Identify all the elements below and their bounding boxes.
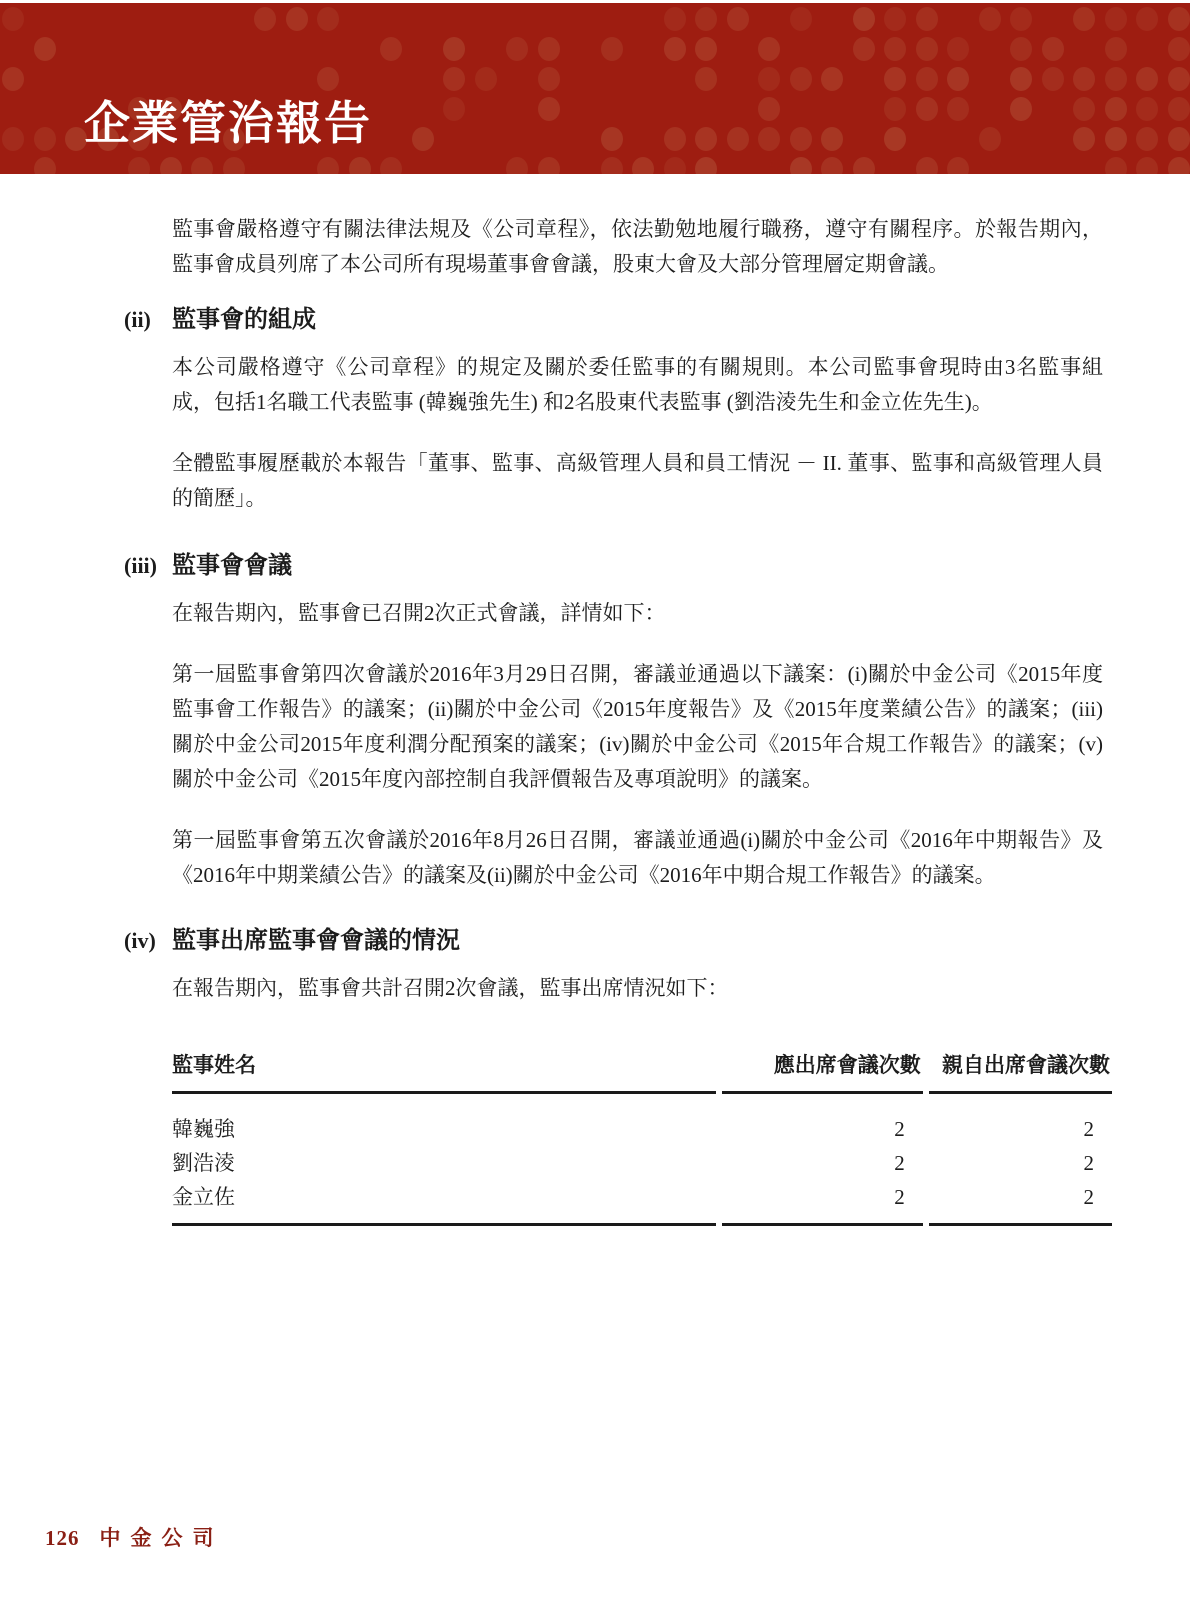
attendance-table-container	[172, 1048, 1110, 1226]
banner-dot	[286, 7, 308, 31]
banner-dot	[790, 157, 812, 174]
section-heading	[124, 304, 1103, 336]
banner-dot	[947, 37, 969, 61]
banner-dot	[380, 157, 402, 174]
banner-dot	[916, 7, 938, 31]
intro-paragraph: 監事會嚴格遵守有關法律法規及《公司章程》，依法勤勉地履行職務，遵守有關程序。於報告期內，監事會成員列席了本公司所有現場董事會會議，股東大會及大部分管理層定期會議。	[172, 217, 1103, 276]
banner-dot	[317, 67, 339, 91]
banner-dot	[1042, 37, 1064, 61]
banner-dot	[758, 97, 780, 121]
banner-dot	[412, 127, 434, 151]
section-title-text: 監事出席監事會會議的情況	[172, 928, 460, 954]
banner-dot	[475, 67, 497, 91]
banner-dot	[1136, 127, 1158, 151]
banner-dot	[2, 7, 24, 31]
paragraph: 在報告期內，監事會共計召開2次會議，監事出席情況如下：	[172, 976, 729, 1000]
banner-dot	[1073, 7, 1095, 31]
banner-dot	[1010, 67, 1032, 91]
table-header-row	[172, 1048, 1112, 1094]
banner-dot	[601, 157, 623, 174]
banner-dot	[538, 157, 560, 174]
meetings-required: 2	[894, 1151, 905, 1175]
banner-dot	[821, 157, 843, 174]
section-supervisory-composition	[124, 304, 1103, 516]
banner-dot	[1073, 127, 1095, 151]
banner-dot	[1168, 157, 1190, 174]
banner-dot	[664, 157, 686, 174]
banner-dot	[2, 127, 24, 151]
section-meeting-attendance	[124, 925, 1103, 1006]
meetings-attended: 2	[929, 1180, 1112, 1226]
banner-dot	[1105, 67, 1127, 91]
banner-dot	[317, 157, 339, 174]
paragraph: 全體監事履歷載於本報告「董事、監事、高級管理人員和員工情況 － II. 董事、監事和高級管理人員的簡歷」。	[172, 451, 1103, 510]
banner-dot	[2, 67, 24, 91]
document-body	[124, 212, 1110, 1226]
banner-dot	[34, 37, 56, 61]
banner-dot	[1168, 67, 1190, 91]
banner-dot	[853, 7, 875, 31]
paragraph: 第一屆監事會第五次會議於2016年8月26日召開，審議並通過(i)關於中金公司《2016年中期報告》及《2016年中期業績公告》的議案及(ii)關於中金公司《2016年中期合規工作報告》的議案。	[172, 828, 1103, 887]
banner-dot	[1136, 67, 1158, 91]
banner-dot	[506, 157, 528, 174]
banner-dot	[443, 67, 465, 91]
banner-dot	[160, 157, 182, 174]
table-row	[172, 1146, 1112, 1180]
banner-dot	[916, 97, 938, 121]
banner-dot	[34, 157, 56, 174]
banner-dot	[1010, 97, 1032, 121]
banner-dot	[884, 127, 906, 151]
banner-dot	[979, 7, 1001, 31]
banner-dot	[979, 127, 1001, 151]
banner-dot	[1136, 7, 1158, 31]
banner-dot	[254, 7, 276, 31]
banner-dot	[695, 7, 717, 31]
meetings-required: 2	[894, 1117, 905, 1141]
banner-dot	[223, 157, 245, 174]
section-title-text: 監事會會議	[172, 553, 292, 579]
banner-dot	[34, 127, 56, 151]
supervisor-name: 韓巍強	[172, 1117, 235, 1141]
banner-dot	[727, 7, 749, 31]
supervisor-name: 金立佐	[172, 1180, 716, 1226]
table-row	[172, 1094, 1112, 1146]
section-heading	[124, 925, 1103, 957]
banner-dot	[538, 67, 560, 91]
banner-dot	[1042, 67, 1064, 91]
banner-dot	[443, 97, 465, 121]
banner-dot	[664, 7, 686, 31]
banner-dot	[1105, 7, 1127, 31]
table-row	[172, 1180, 1112, 1226]
banner-dot	[916, 37, 938, 61]
banner-dot	[695, 127, 717, 151]
banner-dot	[947, 97, 969, 121]
section-marker: (iii)	[124, 553, 157, 578]
banner-dot	[1168, 37, 1190, 61]
banner-dot	[1136, 157, 1158, 174]
banner-dot	[349, 157, 371, 174]
banner-dot	[506, 37, 528, 61]
banner-dot	[380, 37, 402, 61]
banner-dot	[853, 157, 875, 174]
header-banner	[0, 3, 1190, 174]
banner-dot	[1010, 37, 1032, 61]
banner-dot	[664, 37, 686, 61]
banner-dot	[695, 157, 717, 174]
banner-dot	[538, 97, 560, 121]
page-title: 企業管治報告	[84, 98, 372, 149]
banner-dot	[853, 37, 875, 61]
banner-dot	[916, 157, 938, 174]
banner-dot	[538, 37, 560, 61]
banner-dot	[916, 67, 938, 91]
banner-dot	[1168, 7, 1190, 31]
banner-dot	[790, 67, 812, 91]
banner-dot	[128, 157, 150, 174]
banner-dot	[884, 97, 906, 121]
meetings-required: 2	[722, 1180, 923, 1226]
banner-dot	[695, 67, 717, 91]
page-footer	[45, 1522, 224, 1552]
section-heading	[124, 550, 1103, 582]
banner-dot	[727, 127, 749, 151]
banner-dot	[1168, 127, 1190, 151]
banner-dot	[758, 127, 780, 151]
banner-dot	[758, 67, 780, 91]
section-marker: (ii)	[124, 307, 151, 332]
banner-dot	[947, 157, 969, 174]
banner-dot	[317, 7, 339, 31]
banner-dot	[1105, 157, 1127, 174]
banner-dot	[1010, 7, 1032, 31]
attendance-table	[166, 1048, 1118, 1226]
banner-dot	[821, 67, 843, 91]
paragraph: 本公司嚴格遵守《公司章程》的規定及關於委任監事的有關規則。本公司監事會現時由3名監事組成，包括1名職工代表監事 (韓巍強先生) 和2名股東代表監事 (劉浩淩先生和金立佐先生)。	[172, 355, 1103, 414]
banner-dot	[884, 7, 906, 31]
banner-dot	[632, 157, 654, 174]
supervisor-name: 劉浩淩	[172, 1151, 235, 1175]
company-name: 中金公司	[99, 1526, 224, 1550]
banner-dot	[443, 37, 465, 61]
banner-dot	[1136, 97, 1158, 121]
banner-dot	[790, 127, 812, 151]
banner-dot	[1105, 37, 1127, 61]
section-supervisory-meetings	[124, 550, 1103, 893]
banner-dot	[1073, 67, 1095, 91]
banner-dot	[884, 67, 906, 91]
col-header-meetings-required: 應出席會議次數	[722, 1048, 923, 1094]
banner-dot	[1168, 97, 1190, 121]
section-marker: (iv)	[124, 928, 156, 953]
banner-dot	[1105, 97, 1127, 121]
banner-dot	[664, 127, 686, 151]
banner-dot	[191, 157, 213, 174]
page-number: 126	[45, 1526, 80, 1550]
banner-dot	[601, 37, 623, 61]
banner-dot	[947, 67, 969, 91]
paragraph: 第一屆監事會第四次會議於2016年3月29日召開，審議並通過以下議案：(i)關於中金公司《2015年度監事會工作報告》的議案；(ii)關於中金公司《2015年度報告》及《2015年度業績公告》的議案；(iii)關於中金公司2015年度利潤分配預案的議案；(iv)關於中金公司《2015年合規工作報告》的議案；(v)關於中金公司《2015年度內部控制自我評價報告及專項說明》的議案。	[172, 662, 1103, 791]
banner-dot	[758, 37, 780, 61]
meetings-attended: 2	[1083, 1151, 1094, 1175]
banner-dot	[884, 37, 906, 61]
meetings-attended: 2	[1083, 1117, 1094, 1141]
col-header-meetings-attended: 親自出席會議次數	[929, 1048, 1112, 1094]
section-title-text: 監事會的組成	[172, 307, 316, 333]
banner-dot	[821, 127, 843, 151]
col-header-supervisor-name: 監事姓名	[172, 1048, 716, 1094]
banner-dot	[790, 7, 812, 31]
banner-dot	[1073, 97, 1095, 121]
banner-dot	[601, 127, 623, 151]
paragraph: 在報告期內，監事會已召開2次正式會議，詳情如下：	[172, 601, 666, 625]
banner-dot	[695, 37, 717, 61]
banner-dot	[1105, 127, 1127, 151]
